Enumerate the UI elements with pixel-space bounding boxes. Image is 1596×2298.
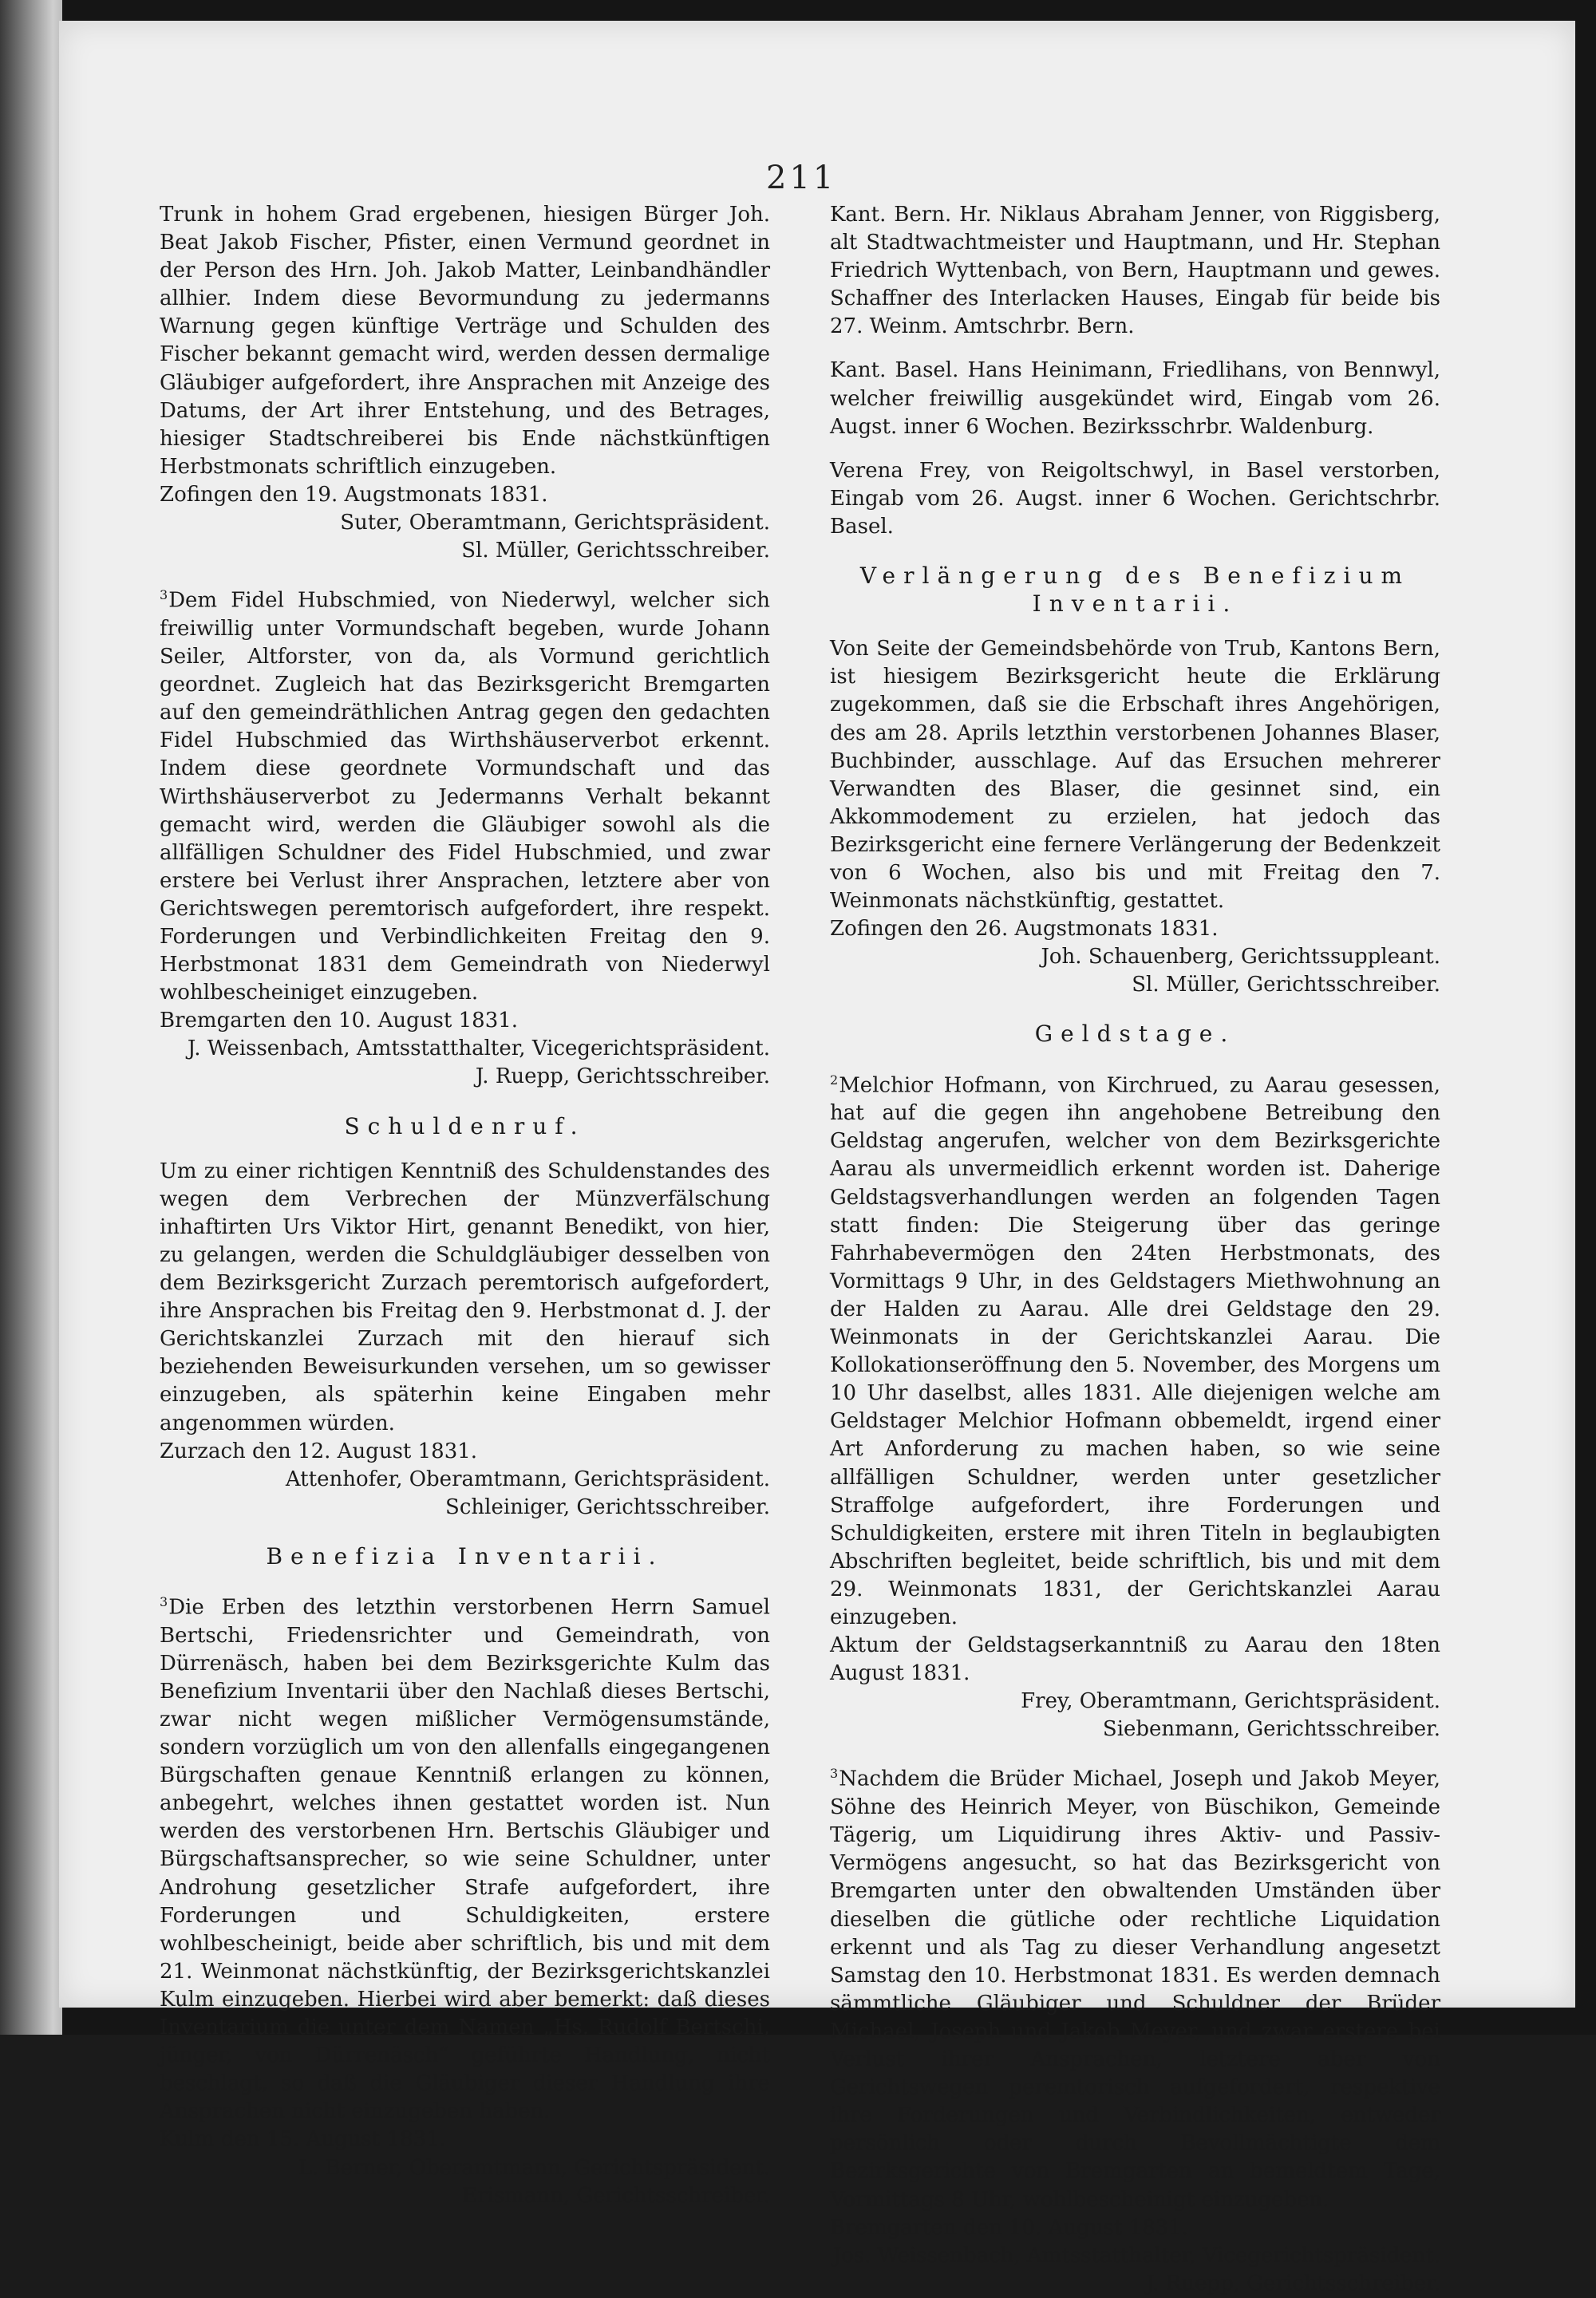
notice-paragraph: Kant. Basel. Hans Heinimann, Friedlihans, von Bennwyl, welcher freiwillig ausgekündet wird, Eingab vom 26. Augst. inner 6 Wochen. Bezirksschrbr. Waldenburg. <box>830 358 1440 439</box>
signature: Erismann, Gerichtsschreiber. <box>462 2183 770 2208</box>
signature: Siebenmann, Gerichtsschreiber. <box>1102 1717 1440 1742</box>
signature: J. Ruepp, Gerichtsschreiber. <box>475 1064 770 1089</box>
dateline: Kulm den 15. August 1831. <box>160 2127 446 2152</box>
signature: Joh. Schauenberg, Gerichtssuppleant. <box>1041 945 1440 969</box>
signature: Frey, Oberamtmann, Gerichtspräsident. <box>1021 1689 1440 1714</box>
signature: Attenhofer, Oberamtmann, Gerichtspräsident. <box>285 1467 770 1491</box>
right-column <box>830 201 1440 2298</box>
signature: Jos. Weissenbach, Amtsstatthalter, Vicegerichtspräsident. <box>832 2243 1440 2268</box>
section-heading: Benefizia Inventarii. <box>266 1542 664 1570</box>
signature: Sl. Müller, Gerichtsschreiber. <box>1132 973 1440 997</box>
signature: Schleiniger, Gerichtsschreiber. <box>445 1494 770 1519</box>
notice-paragraph <box>160 1588 770 2126</box>
notice-text: Dem Fidel Hubschmied, von Niederwyl, welcher sich freiwillig unter Vormundschaft begeben, wurde Johann Seiler, Altforster, von da, als Vormund gerichtlich geordnet. Zugleich hat das Bezirksgericht Bremgarten auf den gemeindräthlichen Antrag gegen den gedachten Fidel Hubschmied das Wirthshäuserverbot erkennt. Indem diese geordnete Vormundschaft und das Wirthshäuserverbot zu Jedermanns Verhalt bekannt gemacht wird, werden die Gläubiger sowohl als die allfälligen Schuldner des Fidel Hubschmied, und zwar erstere bei Verlust ihrer Ansprachen, letztere aber von Gerichtswegen peremtorisch aufgefordert, ihre respekt. Forderungen und Verbindlichkeiten Freitag den 9. Herbstmonat 1831 dem Gemeindrath von Niederwyl wohlbescheiniget einzugeben. <box>160 588 770 1005</box>
notice-paragraph: Aktum der Geldstagserkanntniß zu Aarau den 18ten August 1831. <box>830 1633 1440 1686</box>
notice-paragraph: Von Seite der Gemeindsbehörde von Trub, Kantons Bern, ist hiesigem Bezirksgericht heute die Erklärung zugekommen, daß sie die Erbschaft ihres Angehörigen, des am 28. Aprils letzthin verstorbenen Johannes Blaser, Buchbinder, ausschlage. Auf das Ersuchen mehrerer Verwandten des Blaser, die gesinnet sind, ein Akkommodement zu erzielen, hat jedoch das Bezirksgericht eine fernere Verlängerung der Bedenkzeit von 6 Wochen, also bis und mit Freitag den 7. Weinmonats nächstkünftig, gestattet. <box>830 637 1440 914</box>
notice-paragraph <box>830 1066 1440 1633</box>
dateline: Zofingen den 26. Augstmonats 1831. <box>830 917 1219 942</box>
notice-marker: 3 <box>830 1766 839 1782</box>
signature: L. Berner, Oberamtmann, Gerichtspräsident. <box>298 2155 770 2180</box>
book-spine <box>0 0 62 2035</box>
signature: Sl. Müller, Gerichtsschreiber. <box>461 539 770 563</box>
notice-paragraph <box>160 581 770 1007</box>
dateline: Zofingen den 19. Augstmonats 1831. <box>160 482 548 507</box>
section-heading: Schuldenruf. <box>344 1112 586 1139</box>
dateline: Bremgarten den 10. August 1831. <box>830 2215 1189 2240</box>
notice-paragraph <box>830 1759 1440 2213</box>
signature: J. Weissenbach, Amtsstatthalter, Vicegerichtspräsident. <box>187 1036 770 1061</box>
section-heading: Geldstage. <box>1034 1021 1236 1048</box>
left-column <box>160 201 770 2210</box>
signature: Suter, Oberamtmann, Gerichtspräsident. <box>340 511 770 535</box>
section-heading: Verlängerung des Benefizium Inventarii. <box>859 563 1411 618</box>
dateline: Bremgarten den 10. August 1831. <box>160 1009 519 1033</box>
dateline: Zurzach den 12. August 1831. <box>160 1439 478 1463</box>
notice-paragraph: Trunk in hohem Grad ergebenen, hiesigen Bürger Joh. Beat Jakob Fischer, Pfister, einen Vermund geordnet in der Person des Hrn. Joh. Jakob Matter, Leinbandhändler allhier. Indem diese Bevormundung zu jedermanns Warnung gegen künftige Verträge und Schulden des Fischer bekannt gemacht wird, werden dessen dermalige Gläubiger aufgefordert, ihre Ansprachen mit Anzeige des Datums, der Art ihrer Entstehung, und des Betrages, hiesiger Stadtschreiberei bis Ende nächstkünftigen Herbstmonats schriftlich einzugeben. <box>160 203 770 479</box>
notice-paragraph: Kant. Bern. Hr. Niklaus Abraham Jenner, von Riggisberg, alt Stadtwachtmeister und Hauptmann, und Hr. Stephan Friedrich Wyttenbach, von Bern, Hauptmann und gewes. Schaffner des Interlacken Hauses, Eingab für beide bis 27. Weinm. Amtschrbr. Bern. <box>830 203 1440 339</box>
signature: J. Ruepp, Gerichtsschreiber. <box>1145 2271 1440 2296</box>
notice-marker: 3 <box>160 1593 168 1609</box>
notice-marker: 2 <box>830 1072 839 1088</box>
notice-paragraph: Verena Frey, von Reigoltschwyl, in Basel verstorben, Eingab vom 26. Augst. inner 6 Wochen. Gerichtschrbr. Basel. <box>830 458 1440 539</box>
page-number: 211 <box>766 160 837 196</box>
notice-text: Melchior Hofmann, von Kirchrued, zu Aarau gesessen, hat auf die gegen ihn angehobene Betreibung den Geldstag angerufen, welcher von dem Bezirksgerichte Aarau als unvermeidlich erkennt worden ist. Daherige Geldstagsverhandlungen werden an folgenden Tagen statt finden: Die Steigerung über das geringe Fahrhabevermögen den 24ten Herbstmonats, des Vormittags 9 Uhr, in des Geldstagers Miethwohnung an der Halden zu Aarau. Alle drei Geldstage den 29. Weinmonats in der Gerichtskanzlei Aarau. Die Kollokationseröffnung den 5. November, des Morgens um 10 Uhr daselbst, alles 1831. Alle diejenigen welche am Geldstager Melchior Hofmann obbemeldt, irgend einer Art Anforderung zu machen haben, so wie seine allfälligen Schuldner, werden unter gesetzlicher Straffolge aufgefordert, ihre Forderungen und Schuldigkeiten, erstere mit ihren Titeln in beglaubigten Abschriften begleitet, beide schriftlich, bis und mit dem 29. Weinmonats 1831, der Gerichtskanzlei Aarau einzugeben. <box>830 1073 1440 1629</box>
notice-paragraph: Um zu einer richtigen Kenntniß des Schuldenstandes des wegen dem Verbrechen der Münzverfälschung inhaftirten Urs Viktor Hirt, genannt Benedikt, von hier, zu gelangen, werden die Schuldgläubiger desselben von dem Bezirksgericht Zurzach peremtorisch aufgefordert, ihre Ansprachen bis Freitag den 9. Herbstmonat d. J. der Gerichtskanzlei Zurzach mit den hierauf sich beziehenden Beweisurkunden versehen, um so gewisser einzugeben, als späterhin keine Eingaben mehr angenommen würden. <box>160 1159 770 1435</box>
notice-text: Nachdem die Brüder Michael, Joseph und Jakob Meyer, Söhne des Heinrich Meyer, von Büschikon, Gemeinde Tägerig, um Liquidirung ihres Aktiv- und Passiv-Vermögens angesucht, so hat das Bezirksgericht von Bremgarten unter den obwaltenden Umständen über dieselben die gütliche oder rechtliche Liquidation erkennt und als Tag zu dieser Verhandlung angesetzt Samstag den 10. Herbstmonat 1831. Es werden demnach sämmtliche Gläubiger und Schuldner der Brüder Michael, Joseph und Jakob Meyer, und zwar erstere bei Verlust ihrer Ansprachen, letztere aber von Gerichtswegen peremtorisch aufgefordert, respektive ihre Forderungen und Verbindlichkeiten, entweder persönlich oder durch Bevollmächtigte dem Bezirksgerichte von Bremgarten an bemeldtem Tage, Vormittags 8 Uhr, wohlbescheinigt einzugeben. <box>830 1767 1440 2212</box>
notice-text: Die Erben des letzthin verstorbenen Herrn Samuel Bertschi, Friedensrichter und Gemeindrath, von Dürrenäsch, haben bei dem Bezirksgerichte Kulm das Benefizium Inventarii über den Nachlaß dieses Bertschi, zwar nicht wegen mißlicher Vermögensumstände, sondern vorzüglich um von den allenfalls eingegangenen Bürgschaften genaue Kenntniß erlangen zu können, anbegehrt, welches ihnen gestattet worden ist. Nun werden des verstorbenen Hrn. Bertschis Gläubiger und Bürgschaftsansprecher, so wie seine Schuldner, unter Androhung gesetzlicher Strafe aufgefordert, ihre Forderungen und Schuldigkeiten, erstere wohlbescheinigt, beide aber schriftlich, bis und mit dem 21. Weinmonat nächstkünftig, der Bezirksgerichtskanzlei Kulm einzugeben. Hierbei wird aber bemerkt: daß dieses Inventarium die unter dem Namen „Hs. Rudolf Bertschi, jünger, von Dürrenäsch“ geführte Handlung, nicht beschlagt, so daß die Gläubiger dieser Handlung ihre Ansprachen nicht einzugeben haben. <box>160 1595 770 2124</box>
notice-marker: 3 <box>160 587 168 603</box>
